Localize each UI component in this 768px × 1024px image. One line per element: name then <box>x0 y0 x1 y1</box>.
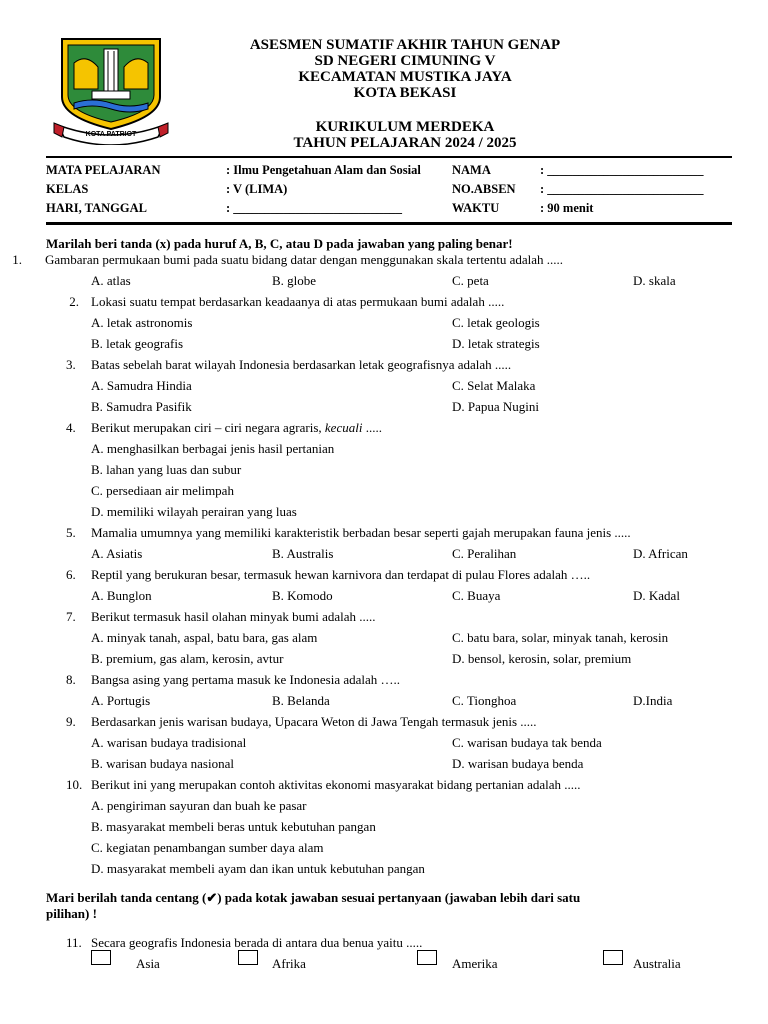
mapel-value: : Ilmu Pengetahuan Alam dan Sosial <box>226 163 421 177</box>
option-b[interactable]: B. premium, gas alam, kerosin, avtur <box>91 651 284 666</box>
option-a[interactable]: A. pengiriman sayuran dan buah ke pasar <box>91 798 307 813</box>
question-text: Berdasarkan jenis warisan budaya, Upacara Weton di Jawa Tengah termasuk jenis ..... <box>91 714 537 729</box>
option-a[interactable]: A. menghasilkan berbagai jenis hasil pertanian <box>91 441 335 456</box>
checkbox-afrika[interactable] <box>238 950 258 965</box>
option-b[interactable]: B. warisan budaya nasional <box>91 756 234 771</box>
section1-instruction: Marilah beri tanda (x) pada huruf A, B, C, atau D pada jawaban yang paling benar! <box>46 236 513 251</box>
option-d[interactable]: D. letak strategis <box>452 336 540 351</box>
header-line: KOTA BEKASI <box>353 85 457 101</box>
hari-field[interactable]: : ___________________________ <box>226 201 403 215</box>
header-line: SD NEGERI CIMUNING V <box>314 53 496 69</box>
header-line: KECAMATAN MUSTIKA JAYA <box>298 69 512 85</box>
question-text: Reptil yang berukuran besar, termasuk hewan karnivora dan terdapat di pulau Flores adalah ….. <box>91 567 591 582</box>
question-text: Berikut termasuk hasil olahan minyak bumi adalah ..... <box>91 609 376 624</box>
checkbox-label: Australia <box>633 956 681 971</box>
divider <box>46 156 732 158</box>
question-text: Berikut merupakan ciri – ciri negara agraris, kecuali ..... <box>91 420 382 435</box>
option-c[interactable]: C. Buaya <box>452 588 501 603</box>
header-line: KURIKULUM MERDEKA <box>315 119 495 135</box>
question-text: Batas sebelah barat wilayah Indonesia berdasarkan letak geografisnya adalah ..... <box>91 357 512 372</box>
header-line: ASESMEN SUMATIF AKHIR TAHUN GENAP <box>249 37 561 53</box>
question-number: 4. <box>66 420 76 435</box>
question-number: 11. <box>66 935 82 950</box>
option-b[interactable]: B. masyarakat membeli beras untuk kebutuhan pangan <box>91 819 376 834</box>
kelas-value: : V (LIMA) <box>226 182 288 196</box>
checkbox-label: Amerika <box>452 956 498 971</box>
option-b[interactable]: B. Samudra Pasifik <box>91 399 192 414</box>
question-text: Bangsa asing yang pertama masuk ke Indonesia adalah ….. <box>91 672 401 687</box>
option-a[interactable]: A. atlas <box>91 273 131 288</box>
option-c[interactable]: C. letak geologis <box>452 315 540 330</box>
option-d[interactable]: D. memiliki wilayah perairan yang luas <box>91 504 297 519</box>
header-subtitle <box>220 119 590 151</box>
option-c[interactable]: C. Tionghoa <box>452 693 517 708</box>
option-c[interactable]: C. peta <box>452 273 489 288</box>
option-a[interactable]: A. Bunglon <box>91 588 152 603</box>
waktu-value: : 90 menit <box>540 201 594 215</box>
question-number: 5. <box>66 525 76 540</box>
option-b[interactable]: B. Australis <box>272 546 334 561</box>
question-number: 7. <box>66 609 76 624</box>
option-b[interactable]: B. Komodo <box>272 588 333 603</box>
option-d[interactable]: D.India <box>633 693 673 708</box>
checkbox-australia[interactable] <box>603 950 623 965</box>
option-d[interactable]: D. warisan budaya benda <box>452 756 584 771</box>
question-number: 8. <box>66 672 76 687</box>
section2-instruction-cont: pilihan) ! <box>46 906 97 921</box>
nama-label: NAMA <box>452 163 491 177</box>
checkbox-asia[interactable] <box>91 950 111 965</box>
option-b[interactable]: B. lahan yang luas dan subur <box>91 462 242 477</box>
option-d[interactable]: D. Kadal <box>633 588 680 603</box>
nama-field[interactable]: : _________________________ <box>540 163 704 177</box>
question-number: 1. <box>12 252 22 267</box>
absen-field[interactable]: : _________________________ <box>540 182 704 196</box>
option-a[interactable]: A. Portugis <box>91 693 151 708</box>
waktu-label: WAKTU <box>452 201 500 215</box>
option-a[interactable]: A. letak astronomis <box>91 315 193 330</box>
header-line: TAHUN PELAJARAN 2024 / 2025 <box>293 135 517 151</box>
section2-instruction: Mari berilah tanda centang (✔) pada kotak jawaban sesuai pertanyaan (jawaban lebih dari satu <box>46 890 581 905</box>
option-c[interactable]: C. warisan budaya tak benda <box>452 735 602 750</box>
question-text: Gambaran permukaan bumi pada suatu bidang datar dengan menggunakan skala tertentu adalah ..... <box>45 252 564 267</box>
svg-text:KOTA PATRIOT: KOTA PATRIOT <box>85 131 137 138</box>
question-text: Lokasi suatu tempat berdasarkan keadaanya di atas permukaan bumi adalah ..... <box>91 294 505 309</box>
divider <box>46 222 732 225</box>
checkbox-label: Asia <box>136 956 160 971</box>
checkbox-amerika[interactable] <box>417 950 437 965</box>
option-c[interactable]: C. Peralihan <box>452 546 517 561</box>
question-text: Mamalia umumnya yang memiliki karakteristik berbadan besar seperti gajah merupakan fauna jenis ..... <box>91 525 631 540</box>
absen-label: NO.ABSEN <box>452 182 516 196</box>
question-text: Berikut ini yang merupakan contoh aktivitas ekonomi masyarakat bidang pertanian adalah ..... <box>91 777 581 792</box>
identity-table <box>46 163 736 223</box>
option-d[interactable]: D. African <box>633 546 688 561</box>
option-b[interactable]: B. letak geografis <box>91 336 184 351</box>
kota-bekasi-emblem <box>52 33 170 145</box>
option-c[interactable]: C. Selat Malaka <box>452 378 536 393</box>
option-b[interactable]: B. globe <box>272 273 317 288</box>
option-a[interactable]: A. Samudra Hindia <box>91 378 192 393</box>
header-title <box>220 37 590 101</box>
question-number: 2. <box>69 294 79 309</box>
option-a[interactable]: A. minyak tanah, aspal, batu bara, gas alam <box>91 630 318 645</box>
option-d[interactable]: D. bensol, kerosin, solar, premium <box>452 651 632 666</box>
option-c[interactable]: C. batu bara, solar, minyak tanah, kerosin <box>452 630 669 645</box>
option-c[interactable]: C. kegiatan penambangan sumber daya alam <box>91 840 324 855</box>
option-d[interactable]: D. Papua Nugini <box>452 399 540 414</box>
question-number: 10. <box>66 777 83 792</box>
option-d[interactable]: D. masyarakat membeli ayam dan ikan untuk kebutuhan pangan <box>91 861 425 876</box>
question-number: 6. <box>66 567 76 582</box>
option-d[interactable]: D. skala <box>633 273 676 288</box>
option-b[interactable]: B. Belanda <box>272 693 330 708</box>
mapel-label: MATA PELAJARAN <box>46 163 161 177</box>
question-number: 9. <box>66 714 76 729</box>
checkbox-label: Afrika <box>272 956 306 971</box>
option-c[interactable]: C. persediaan air melimpah <box>91 483 234 498</box>
question-text: Secara geografis Indonesia berada di antara dua benua yaitu ..... <box>91 935 423 950</box>
kelas-label: KELAS <box>46 182 89 196</box>
question-number: 3. <box>66 357 76 372</box>
option-a[interactable]: A. Asiatis <box>91 546 143 561</box>
option-a[interactable]: A. warisan budaya tradisional <box>91 735 247 750</box>
hari-label: HARI, TANGGAL <box>46 201 147 215</box>
